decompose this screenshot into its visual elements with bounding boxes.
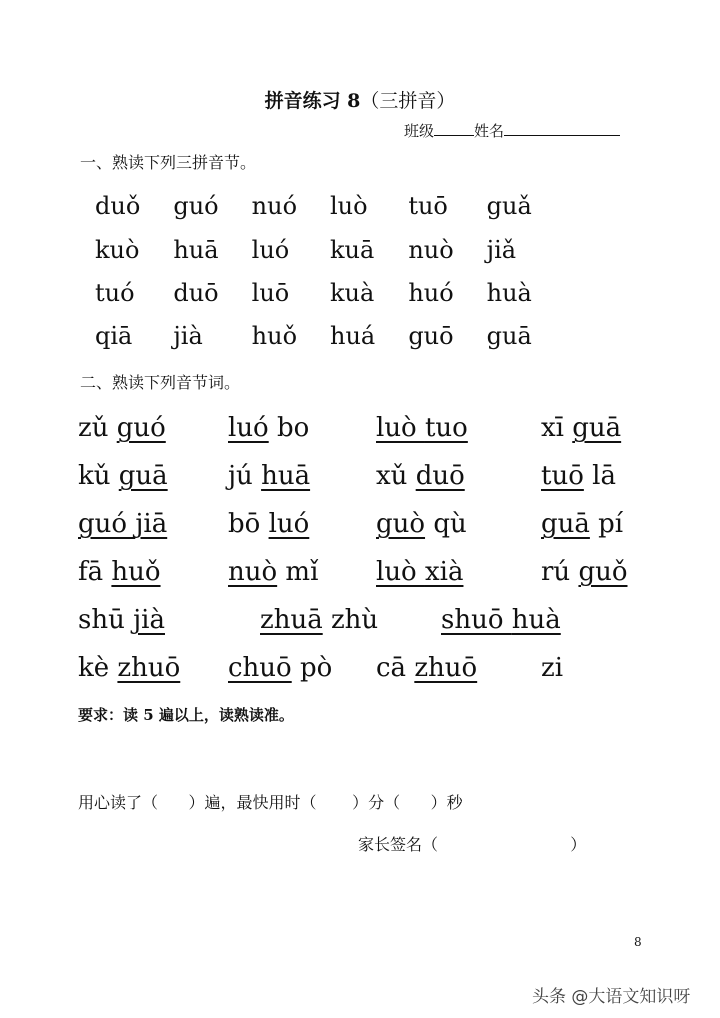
word-syllable: chuō (228, 653, 292, 683)
syllable-word (541, 653, 563, 683)
title-subtitle: （三拼音） (360, 90, 456, 112)
word-syllable: luó (228, 413, 269, 443)
syllable-word (541, 557, 628, 587)
syllable: kuà (329, 279, 375, 307)
word-syllable: pò (299, 653, 333, 683)
word-syllable: shū (78, 605, 125, 635)
word-row (78, 605, 678, 639)
syllable: guó (173, 192, 219, 220)
syllable-word (376, 653, 477, 683)
syllable: huó (408, 279, 454, 307)
section1-heading: 一、熟读下列三拼音节。 (80, 153, 257, 172)
word-row (78, 509, 678, 543)
syllable: kuò (95, 236, 140, 264)
syllable-word (228, 653, 332, 683)
syllable: tuō (408, 192, 448, 220)
word-syllable: luó (268, 509, 310, 539)
syllable-row (95, 322, 565, 350)
requirement-text: 要求：读 5 遍以上，读熟读准。 (78, 706, 294, 724)
word-row (78, 461, 678, 495)
syllable-word (441, 605, 561, 635)
word-syllable: mǐ (285, 557, 319, 587)
word-syllable: jià (133, 605, 165, 635)
name-blank[interactable] (504, 121, 620, 136)
word-syllable: shuō (441, 605, 512, 635)
word-syllable: nuò (228, 557, 278, 587)
syllable-word (78, 557, 161, 587)
word-syllable: huǒ (111, 557, 161, 587)
word-syllable: zhuā (260, 605, 323, 635)
syllable: luō (251, 279, 290, 307)
word-syllable: guó (78, 509, 136, 539)
word-syllable: fā (78, 557, 104, 587)
word-syllable: zhù (330, 605, 379, 635)
syllable: jià (173, 322, 203, 350)
name-label: 姓名 (474, 122, 505, 140)
word-syllable: bō (228, 509, 261, 539)
class-blank[interactable] (434, 121, 474, 136)
syllable: duǒ (95, 192, 141, 220)
syllable-word (376, 413, 468, 443)
word-syllable: huà (511, 605, 561, 635)
word-syllable: jú (228, 461, 253, 491)
word-syllable: guā (118, 461, 168, 491)
syllable-word (78, 653, 180, 683)
syllable: huà (486, 279, 532, 307)
word-syllable: zhuō (414, 653, 478, 683)
syllable: luó (251, 236, 290, 264)
page-title (0, 86, 720, 113)
word-syllable: guǒ (578, 557, 628, 587)
section2-heading: 二、熟读下列音节词。 (80, 373, 241, 392)
word-syllable: zi (541, 653, 564, 683)
word-row (78, 557, 678, 591)
syllable-word (376, 509, 467, 539)
word-syllable: kè (78, 653, 110, 683)
syllable: qiā (95, 322, 133, 350)
syllable-word (78, 413, 166, 443)
word-syllable: tuō (541, 461, 584, 491)
syllable-word (376, 557, 463, 587)
class-name-line (404, 120, 620, 141)
syllable-word (228, 461, 310, 491)
syllable-word (260, 605, 378, 635)
watermark-text: 头条 @大语文知识呀 (532, 987, 691, 1007)
syllable-word (228, 509, 309, 539)
word-syllable: bo (276, 413, 310, 443)
syllable-word (78, 605, 165, 635)
word-row (78, 413, 678, 447)
syllable: huǒ (251, 322, 298, 350)
reading-record-line: 用心读了（ ）遍，最快用时（ ）分（ ）秒 (78, 793, 463, 812)
word-row (78, 653, 678, 687)
word-syllable: qù (433, 509, 467, 539)
word-syllable: duō (415, 461, 465, 491)
word-syllable: luò (376, 413, 425, 443)
word-syllable: zhuō (117, 653, 181, 683)
syllable-word (541, 413, 621, 443)
syllable: guō (408, 322, 454, 350)
syllable: luò (329, 192, 368, 220)
syllable: guā (486, 322, 532, 350)
syllable: jiǎ (486, 236, 517, 264)
syllable-word (228, 557, 318, 587)
syllable: guǎ (486, 192, 532, 220)
syllable: huā (173, 236, 219, 264)
word-syllable: guā (572, 413, 622, 443)
syllable: nuò (408, 236, 454, 264)
syllable-word (541, 461, 616, 491)
syllable: nuó (251, 192, 298, 220)
syllable: kuā (329, 236, 375, 264)
syllable-row (95, 236, 565, 264)
word-syllable: jiā (135, 509, 168, 539)
word-syllable: guò (376, 509, 426, 539)
syllable-word (78, 509, 167, 539)
syllable-word (228, 413, 309, 443)
class-label: 班级 (404, 122, 435, 140)
syllable-word (541, 509, 623, 539)
word-syllable: cā (376, 653, 407, 683)
word-syllable: lā (592, 461, 616, 491)
word-syllable: guā (541, 509, 590, 539)
word-syllable: luò (376, 557, 425, 587)
syllable: huá (329, 322, 376, 350)
syllable-row (95, 192, 565, 220)
syllable: tuó (95, 279, 135, 307)
word-syllable: rú (541, 557, 571, 587)
word-syllable: guó (116, 413, 166, 443)
word-syllable: kǔ (78, 461, 111, 491)
word-syllable: huā (261, 461, 311, 491)
syllable-word (78, 461, 168, 491)
parent-signature-line: 家长签名（ ） (358, 835, 587, 854)
title-main: 拼音练习 8 (264, 90, 361, 112)
syllable-word (376, 461, 465, 491)
page-number: 8 (634, 935, 642, 949)
word-syllable: tuo (424, 413, 468, 443)
word-syllable: xià (424, 557, 464, 587)
word-syllable: xǔ (376, 461, 408, 491)
syllable-row (95, 279, 565, 307)
word-syllable: zǔ (78, 413, 109, 443)
word-syllable: xī (541, 413, 564, 443)
syllable: duō (173, 279, 219, 307)
word-syllable: pí (598, 509, 624, 539)
